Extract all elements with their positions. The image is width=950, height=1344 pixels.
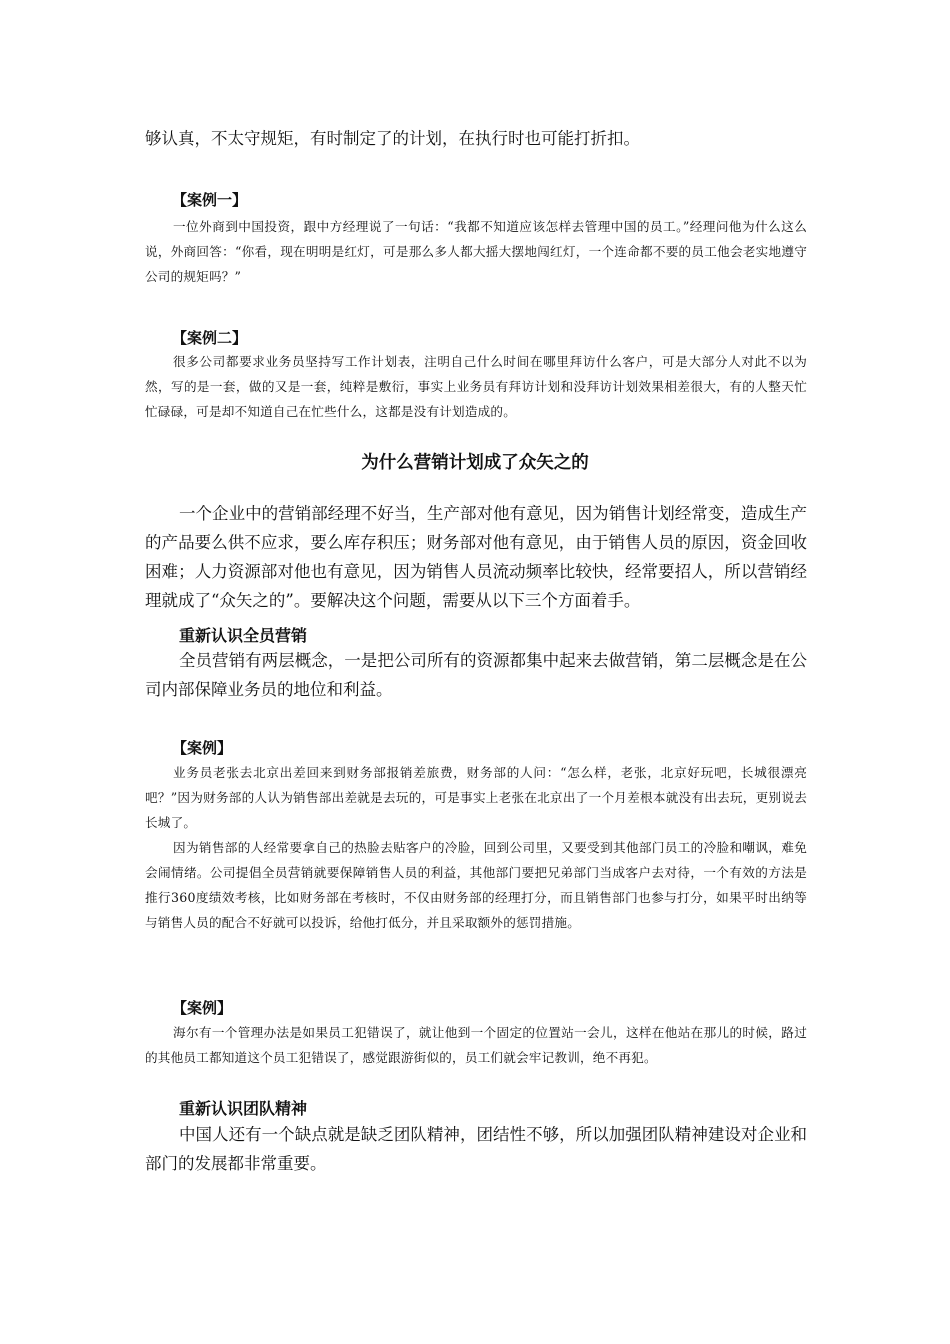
case-three-label: 【案例】	[172, 739, 233, 757]
case-four-text: 海尔有一个管理办法是如果员工犯错误了，就让他到一个固定的位置站一会儿，这样在他站在那儿的时候，路过的其他员工都知道这个员工犯错误了，感觉跟游街似的，员工们就会牢记教训，绝不再犯。	[145, 1025, 807, 1065]
case-two-label: 【案例二】	[172, 329, 248, 347]
section-intro-paragraph: 一个企业中的营销部经理不好当，生产部对他有意见，因为销售计划经常变，造成生产的产品要么供不应求，要么库存积压；财务部对他有意见，由于销售人员的原因，资金回收困难；人力资源部对他也有意见，因为销售人员流动频率比较快，经常要招人，所以营销经理就成了“众矢之的”。要解决这个问题，需要从以下三个方面着手。	[145, 504, 807, 610]
case-one-text: 一位外商到中国投资，跟中方经理说了一句话：“我都不知道应该怎样去管理中国的员工。”经理问他为什么这么说，外商回答：“你看，现在明明是红灯，可是那么多人都大摇大摆地闯红灯，一个连命都不要的员工他会老实地遵守公司的规矩吗？”	[145, 219, 807, 284]
intro-paragraph-tail: 够认真，不太守规矩，有时制定了的计划，在执行时也可能打折扣。	[145, 129, 640, 148]
subheading-team-spirit: 重新认识团队精神	[179, 1099, 308, 1118]
team-spirit-paragraph: 中国人还有一个缺点就是缺乏团队精神，团结性不够，所以加强团队精神建设对企业和部门的发展都非常重要。	[145, 1125, 807, 1173]
subheading-all-staff-marketing: 重新认识全员营销	[179, 626, 308, 645]
case-three-text-1: 业务员老张去北京出差回来到财务部报销差旅费，财务部的人问：“怎么样，老张，北京好玩吧，长城很漂亮吧？”因为财务部的人认为销售部出差就是去玩的，可是事实上老张在北京出了一个月差根本就没有出去玩，更别说去长城了。	[145, 765, 807, 830]
case-one-label: 【案例一】	[172, 191, 248, 209]
case-two-text: 很多公司都要求业务员坚持写工作计划表，注明自己什么时间在哪里拜访什么客户，可是大部分人对此不以为然，写的是一套，做的又是一套，纯粹是敷衍，事实上业务员有拜访计划和没拜访计划效果相差很大，有的人整天忙忙碌碌，可是却不知道自己在忙些什么，这都是没有计划造成的。	[145, 354, 807, 419]
all-staff-marketing-paragraph: 全员营销有两层概念，一是把公司所有的资源都集中起来去做营销，第二层概念是在公司内部保障业务员的地位和利益。	[145, 651, 807, 699]
case-three-text-2: 因为销售部的人经常要拿自己的热脸去贴客户的冷脸，回到公司里，又要受到其他部门员工的冷脸和嘲讽，难免会闹情绪。公司提倡全员营销就要保障销售人员的利益，其他部门要把兄弟部门当成客户去对待，一个有效的方法是推行360度绩效考核，比如财务部在考核时，不仅由财务部的经理打分，而且销售部门也参与打分，如果平时出纳等与销售人员的配合不好就可以投诉，给他打低分，并且采取额外的惩罚措施。	[145, 840, 807, 930]
section-title: 为什么营销计划成了众矢之的	[361, 453, 589, 473]
case-four-label: 【案例】	[172, 999, 233, 1017]
